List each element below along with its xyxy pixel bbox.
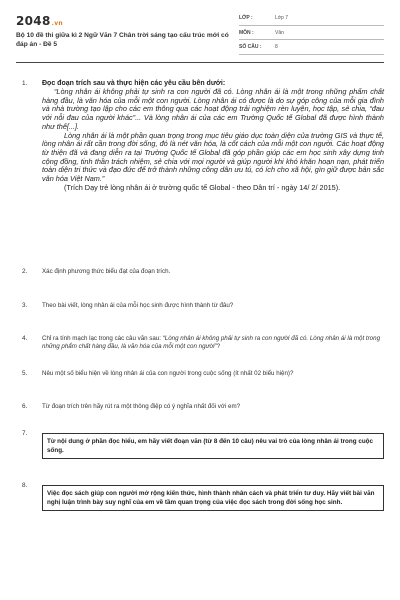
question-box-wrap: [42, 485, 384, 511]
page-header: [16, 14, 384, 58]
meta-row-class: [239, 14, 384, 26]
question-text: [42, 335, 384, 351]
question-box-wrap: [42, 433, 384, 459]
meta-label: MÔN :: [239, 29, 254, 36]
document-title: Bộ 10 đề thi giữa kì 2 Ngữ Văn 7 Chân trời sáng tạo cấu trúc mới có đáp án - Đề 5: [16, 32, 229, 48]
exam-meta-table: [239, 14, 384, 58]
meta-label: LỚP :: [239, 15, 253, 21]
logo-suffix-text: .vn: [51, 20, 63, 27]
reading-passage: [42, 88, 384, 184]
logo-main-text: 2048: [16, 14, 51, 28]
question-number: 1.: [22, 80, 28, 87]
question-number: 2.: [22, 268, 28, 275]
essay-task-box: Việc đọc sách giúp con người mở rộng kiến thức, hình thành nhân cách và phát triển tư duy. Hãy viết bài văn nghị luận trình bày suy nghĩ của em về tầm quan trọng của việc đọc sách trong đời sống học sinh.: [42, 485, 384, 511]
meta-value: Văn: [275, 29, 284, 36]
question-text-plain: Chỉ ra tính mạch lạc trong các câu văn sau:: [42, 335, 163, 342]
question-number: 3.: [22, 302, 28, 309]
question-text: Xác định phương thức biểu đạt của đoạn trích.: [42, 268, 171, 275]
site-logo[interactable]: [16, 14, 63, 28]
meta-value: Lớp 7: [275, 15, 289, 21]
passage-paragraph: Lòng nhân ái là một phần quan trọng trong mục tiêu giáo dục toàn diện của trường GIS và thực tế, lòng nhân ái rất cần trong đời sống, đó là nét văn hóa, là cốt cách của mỗi một con người. Các hoạt động từ thiện đã và đang diễn ra tại Trường Quốc tế Global đã góp phần giúp các em học sinh xây dựng tinh cộng đồng, tinh thần trách nhiệm, sẻ chia với mọi người và giúp người khi khó khăn hoạn nạn, phát triển toàn diện tri thức và đạo đức để trở thành những công dân ưu tú, có ích cho xã hội, gìn giữ được bản sắc văn hóa Việt Nam.”: [42, 130, 384, 184]
question-number: 4.: [22, 335, 28, 342]
question-text: Nêu một số biểu hiện về lòng nhân ái của con người trong cuộc sống (ít nhất 02 biểu hiện)?: [42, 370, 294, 377]
question-text-end: ?: [216, 343, 221, 350]
question-number: 7.: [22, 430, 28, 437]
question-number: 8.: [22, 482, 28, 489]
meta-value: 8: [275, 44, 278, 50]
question-text: Theo bài viết, lòng nhân ái của mỗi học sinh được hình thành từ đâu?: [42, 302, 234, 309]
question-lead: Đọc đoạn trích sau và thực hiện các yêu cầu bên dưới:: [42, 80, 226, 87]
writing-task-box: Từ nội dung ở phần đọc hiểu, em hãy viết đoạn văn (từ 8 đến 10 câu) nêu vai trò của lòng nhân ái trong cuộc sống.: [42, 433, 384, 459]
question-text: Từ đoạn trích trên hãy rút ra một thông điệp có ý nghĩa nhất đối với em?: [42, 403, 241, 410]
passage-source: (Trích Dạy trẻ lòng nhân ái ở trường quốc tế Global - theo Dân trí - ngày 14/ 2/ 2015).: [64, 182, 341, 192]
question-quote: “Lòng nhân ái không phải tự sinh ra con người đã có. Lòng nhân ái là một trong những phẩm chất hàng đầu, là văn hóa của mỗi một con người”: [42, 335, 381, 350]
passage-paragraph: “Lòng nhân ái không phải tự sinh ra con người đã có. Lòng nhân ái là một trong những phẩm chất hàng đầu, là văn hóa của mỗi một con người. Lòng nhân ái có được là do sự góp công của mỗi gia đình và nhà trường tạo lập cho các em thông qua các hoạt động trải nghiệm rèn luyện, học tập, sẻ chia, “đau với nỗi đau của người khác”... Và lòng nhân ái của các em Trường Quốc tế Global đã được hình thành như thế[...].: [42, 87, 384, 131]
meta-row-question-count: [239, 43, 384, 55]
question-number: 5.: [22, 370, 28, 377]
meta-row-subject: [239, 29, 384, 41]
header-divider: [16, 62, 384, 63]
meta-label: SỐ CÂU :: [239, 44, 262, 50]
question-number: 6.: [22, 403, 28, 410]
question-body: [42, 80, 384, 192]
